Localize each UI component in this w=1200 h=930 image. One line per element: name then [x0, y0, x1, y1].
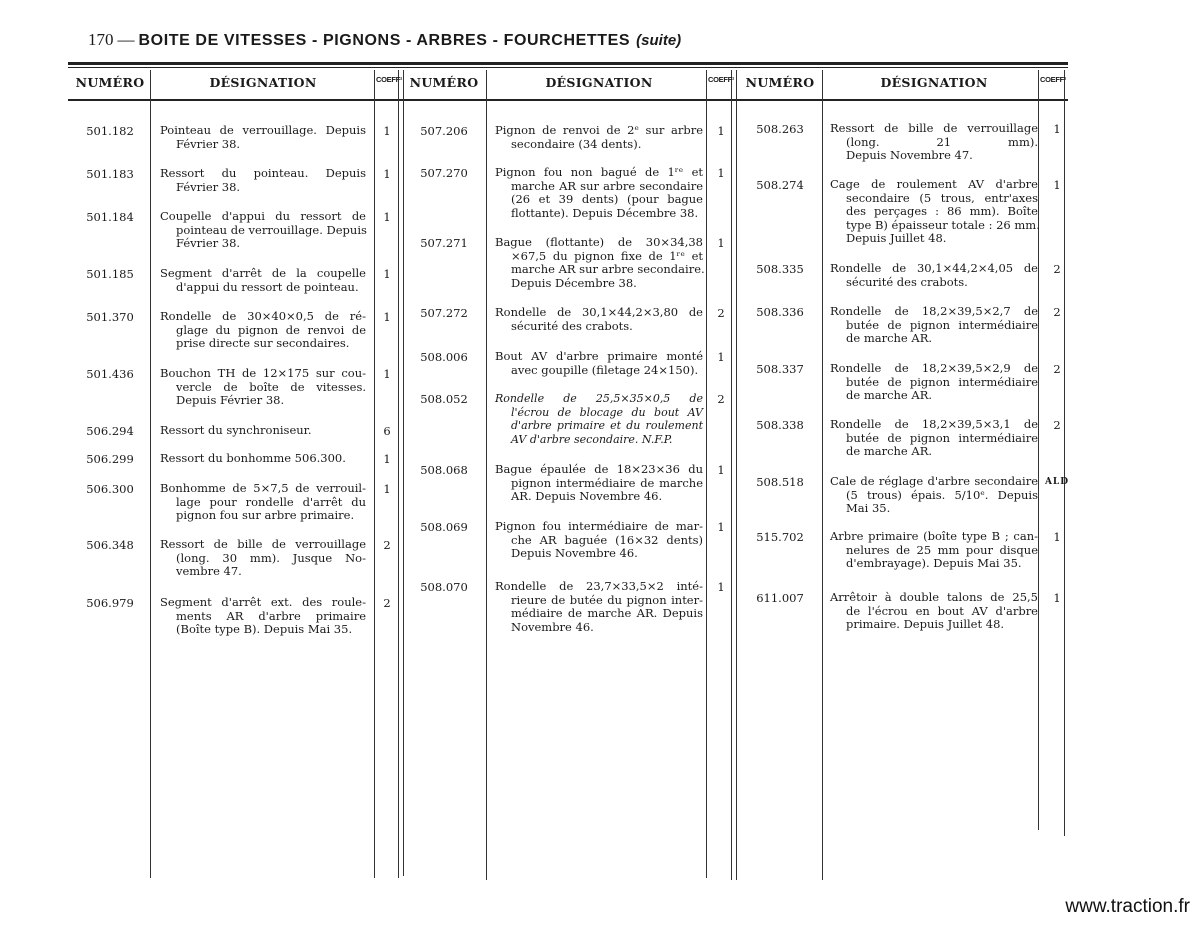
designation-line: d'arbre primaire et du roulement — [511, 419, 703, 432]
designation-line: Coupelle d'appui du ressort de — [160, 209, 366, 223]
part-designation — [830, 475, 1038, 516]
designation-line: AV d'arbre secondaire. N.F.P. — [511, 432, 673, 446]
designation-line: lage pour rondelle d'arrêt du — [176, 494, 366, 509]
designation-line: d'appui du ressort de pointeau. — [176, 279, 359, 294]
designation-line: Bague (flottante) de 30×34,38 — [495, 235, 703, 249]
part-number: 501.185 — [86, 267, 134, 281]
part-designation — [830, 362, 1038, 403]
part-designation — [495, 236, 703, 290]
part-designation — [160, 424, 366, 438]
header-bottom-rule — [68, 99, 1068, 101]
designation-line: Ressort du pointeau. Depuis — [160, 166, 366, 180]
part-coeff: 1 — [383, 167, 391, 181]
part-designation — [830, 178, 1038, 246]
designation-line: Pignon de renvoi de 2ᵉ sur arbre — [495, 123, 703, 137]
page-number: 170 — [88, 30, 114, 49]
designation-line: ×67,5 du pignon fixe de 1ʳᵉ et — [511, 248, 703, 263]
part-number: 501.184 — [86, 210, 134, 224]
column-divider — [486, 70, 487, 880]
designation-line: vembre 47. — [176, 564, 242, 578]
designation-line: pignon fou sur arbre primaire. — [176, 508, 355, 522]
part-coeff: 2 — [1053, 262, 1061, 276]
designation-line: Rondelle de 30,1×44,2×4,05 de — [830, 261, 1038, 275]
part-number: 508.052 — [420, 392, 468, 406]
part-coeff: 1 — [383, 482, 391, 496]
part-number: 501.436 — [86, 367, 134, 381]
header-designation: DÉSIGNATION — [880, 75, 988, 90]
designation-line: Segment d'arrêt ext. des roule- — [160, 595, 366, 609]
designation-line: de marche AR. — [846, 388, 933, 402]
designation-line: Rondelle de 30×40×0,5 de ré- — [160, 309, 366, 323]
part-number: 507.271 — [420, 236, 468, 250]
header-numero: NUMÉRO — [75, 75, 145, 90]
part-designation — [830, 122, 1038, 163]
designation-line: (5 trous) épais. 5/10ᵉ. Depuis — [846, 487, 1038, 502]
designation-line: butée de pignon intermédiaire — [846, 317, 1038, 332]
part-coeff: 1 — [1053, 122, 1061, 136]
designation-line: l'écrou de blocage du bout AV — [511, 405, 703, 419]
column-divider — [822, 70, 823, 880]
designation-line: (long. 21 mm). — [846, 134, 1038, 149]
designation-line: de marche AR. — [846, 331, 933, 345]
designation-line: Bouchon TH de 12×175 sur cou- — [160, 366, 366, 380]
part-number: 507.272 — [420, 306, 468, 320]
designation-line: Rondelle de 30,1×44,2×3,80 de — [495, 305, 703, 319]
designation-line: Bague épaulée de 18×23×36 du — [495, 462, 703, 476]
designation-line: de l'écrou en bout AV d'arbre — [846, 603, 1038, 618]
designation-line: Mai 35. — [846, 501, 891, 515]
column-divider — [1038, 70, 1039, 830]
designation-line: Segment d'arrêt de la coupelle — [160, 266, 366, 280]
part-coeff: 1 — [717, 580, 725, 594]
part-designation — [160, 167, 366, 194]
part-coeff: 1 — [1053, 591, 1061, 605]
part-number: 506.348 — [86, 538, 134, 552]
designation-line: butée de pignon intermédiaire — [846, 374, 1038, 389]
part-coeff: 6 — [383, 424, 391, 438]
designation-line: Ressort de bille de verrouillage — [160, 537, 366, 551]
part-coeff: 2 — [717, 306, 725, 320]
part-number: 508.006 — [420, 350, 468, 364]
column-divider — [150, 70, 151, 878]
designation-line: secondaire (34 dents). — [511, 136, 642, 151]
designation-line: marche AR sur arbre secondaire. — [511, 262, 705, 276]
designation-line: Depuis Février 38. — [176, 393, 285, 407]
part-number: 506.979 — [86, 596, 134, 610]
part-coeff: 2 — [1053, 418, 1061, 432]
designation-line: prise directe sur secondaires. — [176, 336, 350, 350]
designation-line: Arbre primaire (boîte type B ; can- — [830, 529, 1038, 543]
part-designation — [495, 463, 703, 504]
designation-line: Depuis Juillet 48. — [846, 231, 947, 245]
part-coeff: 1 — [383, 124, 391, 138]
part-designation — [160, 310, 366, 351]
part-designation — [830, 418, 1038, 459]
header-designation: DÉSIGNATION — [209, 75, 317, 90]
part-number: 508.070 — [420, 580, 468, 594]
designation-line: butée de pignon intermédiaire — [846, 430, 1038, 445]
part-coeff: 1 — [717, 236, 725, 250]
designation-line: Pignon fou non bagué de 1ʳᵉ et — [495, 165, 703, 179]
part-number: 515.702 — [756, 530, 804, 544]
part-number: 508.068 — [420, 463, 468, 477]
header-coeff: COEFF¹ — [376, 75, 403, 84]
part-coeff: 2 — [383, 538, 391, 552]
header-numero: NUMÉRO — [409, 75, 479, 90]
header-designation: DÉSIGNATION — [545, 75, 653, 90]
designation-line: de marche AR. — [846, 444, 933, 458]
designation-line: Pignon fou intermédiaire de mar- — [495, 519, 703, 533]
part-designation — [160, 210, 366, 251]
designation-line: Depuis Décembre 38. — [511, 275, 637, 290]
header-coeff: COEFF¹ — [708, 75, 734, 84]
designation-line: Ressort du synchroniseur. — [160, 423, 312, 437]
designation-line: (26 et 39 dents) (pour bague — [511, 192, 703, 206]
part-coeff: 1 — [383, 367, 391, 381]
designation-line: sécurité des crabots. — [511, 318, 633, 333]
part-coeff: 1 — [383, 452, 391, 466]
designation-line: Rondelle de 25,5×35×0,5 de — [495, 392, 703, 405]
designation-line: flottante). Depuis Décembre 38. — [511, 205, 699, 220]
part-designation — [495, 520, 703, 561]
designation-line: Depuis Novembre 46. — [511, 546, 638, 560]
part-number: 501.183 — [86, 167, 134, 181]
page-title: BOITE DE VITESSES - PIGNONS - ARBRES - FOURCHETTES — [138, 32, 631, 49]
designation-line: Cage de roulement AV d'arbre — [830, 177, 1038, 191]
part-number: 506.300 — [86, 482, 134, 496]
designation-line: AR. Depuis Novembre 46. — [511, 489, 663, 503]
header-dash: — — [117, 30, 135, 49]
watermark: www.traction.fr — [1065, 896, 1190, 917]
part-designation — [495, 350, 703, 377]
part-coeff: 1 — [717, 350, 725, 364]
designation-line: rieure de butée du pignon inter- — [511, 592, 703, 607]
part-number: 611.007 — [756, 591, 804, 605]
designation-line: secondaire (5 trous, entr'axes — [846, 190, 1038, 205]
part-number: 508.069 — [420, 520, 468, 534]
part-coeff: 1 — [383, 267, 391, 281]
designation-line: (Boîte type B). Depuis Mai 35. — [176, 622, 353, 636]
part-coeff: 2 — [1053, 362, 1061, 376]
designation-line: marche AR sur arbre secondaire — [511, 178, 703, 193]
designation-line: ments AR d'arbre primaire — [176, 608, 366, 623]
part-designation — [830, 591, 1038, 632]
part-designation — [830, 530, 1038, 571]
designation-line: Rondelle de 23,7×33,5×2 inté- — [495, 579, 703, 593]
part-number: 501.182 — [86, 124, 134, 138]
column-divider — [374, 70, 375, 878]
part-designation — [495, 166, 703, 220]
column-divider — [736, 70, 737, 880]
part-coeff: 1 — [383, 310, 391, 324]
part-designation — [495, 306, 703, 333]
header-coeff: COEFF¹ — [1040, 75, 1066, 84]
part-number: 508.336 — [756, 305, 804, 319]
part-number: 508.337 — [756, 362, 804, 376]
designation-line: nelures de 25 mm pour disque — [846, 542, 1038, 557]
part-coeff: 1 — [717, 124, 725, 138]
part-number: 506.294 — [86, 424, 134, 438]
part-coeff: 1 — [717, 166, 725, 180]
top-rule-thick — [68, 62, 1068, 65]
part-number: 508.263 — [756, 122, 804, 136]
part-coeff: 1 — [717, 520, 725, 534]
designation-line: avec goupille (filetage 24×150). — [511, 362, 699, 377]
part-coeff: 1 — [383, 210, 391, 224]
part-number: 506.299 — [86, 452, 134, 466]
part-coeff: 1 — [1053, 530, 1061, 544]
part-designation — [495, 124, 703, 151]
designation-line: médiaire de marche AR. Depuis — [511, 606, 703, 620]
page-header — [88, 30, 681, 50]
designation-line: Bonhomme de 5×7,5 de verrouil- — [160, 481, 366, 495]
designation-line: che AR baguée (16×32 dents) — [511, 532, 703, 547]
top-rule-thin — [68, 67, 1068, 68]
part-designation — [160, 124, 366, 151]
designation-line: Février 38. — [176, 136, 241, 151]
designation-line: pointeau de verrouillage. Depuis — [176, 222, 367, 237]
designation-line: Novembre 46. — [511, 619, 594, 634]
part-coeff: 2 — [717, 392, 725, 406]
designation-line: sécurité des crabots. — [846, 274, 968, 289]
page-title-suffix: (suite) — [636, 32, 682, 49]
designation-line: Ressort de bille de verrouillage — [830, 121, 1038, 135]
part-designation — [160, 267, 366, 294]
designation-line: des perçages : 86 mm). Boîte — [846, 204, 1038, 218]
designation-line: pignon intermédiaire de marche — [511, 475, 703, 490]
part-designation — [830, 262, 1038, 289]
part-designation — [830, 305, 1038, 346]
part-designation — [495, 392, 703, 446]
part-designation — [160, 538, 366, 579]
part-coeff: ALD — [1044, 477, 1070, 487]
part-number: 507.270 — [420, 166, 468, 180]
designation-line: Cale de réglage d'arbre secondaire — [830, 474, 1038, 488]
part-designation — [160, 596, 366, 637]
part-designation — [495, 580, 703, 634]
part-number: 501.370 — [86, 310, 134, 324]
designation-line: (long. 30 mm). Jusque No- — [176, 550, 366, 565]
designation-line: d'embrayage). Depuis Mai 35. — [846, 556, 1022, 570]
header-numero: NUMÉRO — [745, 75, 815, 90]
part-designation — [160, 367, 366, 408]
designation-line: Pointeau de verrouillage. Depuis — [160, 123, 366, 137]
part-coeff: 2 — [383, 596, 391, 610]
part-coeff: 1 — [717, 463, 725, 477]
part-designation — [160, 482, 366, 523]
designation-line: glage du pignon de renvoi de — [176, 322, 366, 337]
designation-line: Février 38. — [176, 179, 241, 194]
part-number: 508.518 — [756, 475, 804, 489]
part-designation — [160, 452, 366, 466]
designation-line: Rondelle de 18,2×39,5×2,7 de — [830, 304, 1038, 318]
designation-line: Ressort du bonhomme 506.300. — [160, 451, 346, 465]
designation-line: Rondelle de 18,2×39,5×3,1 de — [830, 417, 1038, 431]
part-coeff: 2 — [1053, 305, 1061, 319]
column-divider — [398, 70, 399, 878]
designation-line: vercle de boîte de vitesses. — [176, 379, 366, 394]
part-coeff: 1 — [1053, 178, 1061, 192]
designation-line: Arrêtoir à double talons de 25,5 — [830, 590, 1038, 604]
part-number: 508.335 — [756, 262, 804, 276]
designation-line: Depuis Novembre 47. — [846, 148, 973, 162]
designation-line: Bout AV d'arbre primaire monté — [495, 349, 703, 363]
part-number: 508.338 — [756, 418, 804, 432]
part-number: 507.206 — [420, 124, 468, 138]
designation-line: Février 38. — [176, 236, 241, 250]
designation-line: Rondelle de 18,2×39,5×2,9 de — [830, 361, 1038, 375]
designation-line: type B) épaisseur totale : 26 mm. — [846, 217, 1040, 232]
designation-line: primaire. Depuis Juillet 48. — [846, 617, 1005, 631]
part-number: 508.274 — [756, 178, 804, 192]
